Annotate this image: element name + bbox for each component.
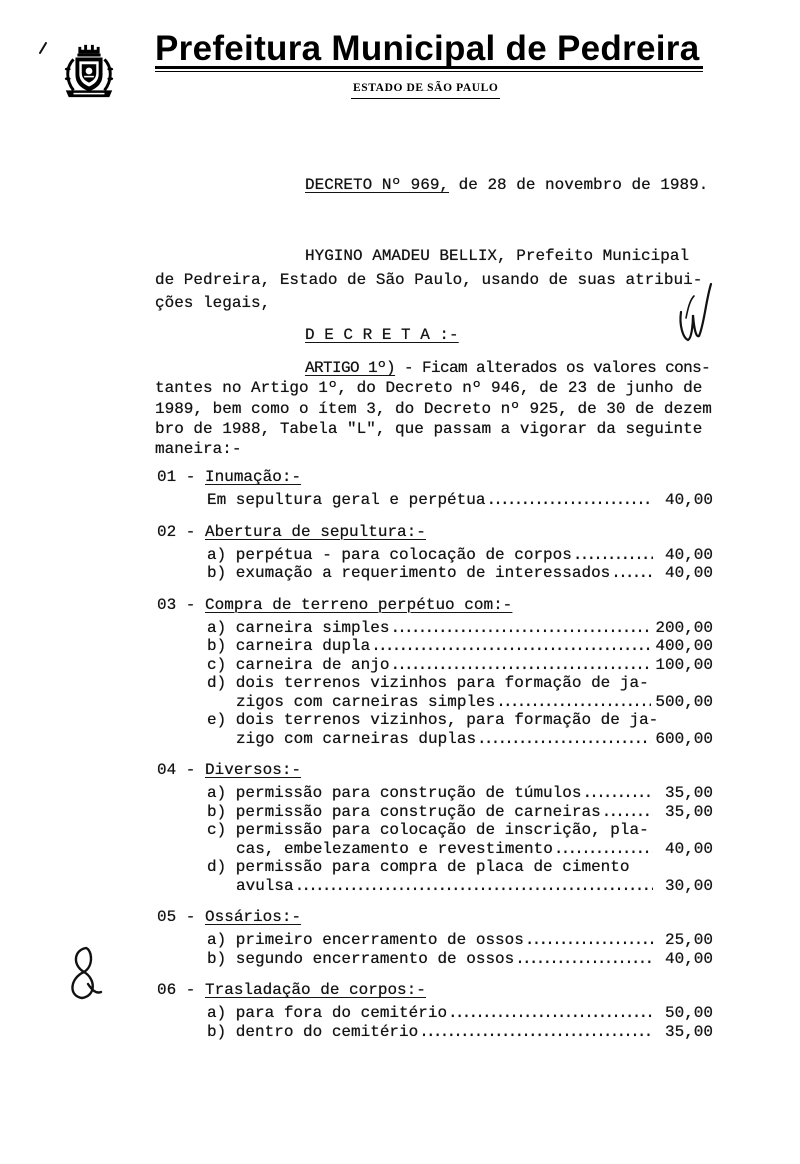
dot-leader <box>390 619 651 638</box>
fee-item-text: a) para fora do cemitério <box>207 1004 448 1022</box>
fee-price: 100,00 <box>655 655 713 674</box>
article-1 <box>155 358 712 459</box>
fee-item-continuation <box>207 693 713 712</box>
dot-leader <box>611 564 653 583</box>
section-header <box>157 522 713 542</box>
section-header <box>157 980 713 1000</box>
dot-leader <box>496 693 651 712</box>
section-number: 03 - <box>157 595 206 614</box>
dot-leader <box>390 656 651 675</box>
article-line: 1989, bem como o ítem 3, do Decreto nº 925, de 30 de dezem <box>155 399 712 418</box>
fee-section <box>157 522 713 583</box>
fee-item-text: b) exumação a requerimento de interessados <box>207 564 611 582</box>
dot-leader <box>486 491 653 510</box>
dot-leader <box>573 546 653 565</box>
fee-item <box>207 931 713 950</box>
fee-item-text: b) carneira dupla <box>207 637 371 655</box>
section-items <box>157 619 713 749</box>
handwritten-slash-mark <box>40 43 46 53</box>
fee-item-text-continued: zigos com carneiras simples <box>236 692 496 711</box>
fee-price: 40,00 <box>664 564 713 582</box>
section-title: Compra de terreno perpétuo com:- <box>205 595 513 614</box>
fee-item-continuation <box>207 877 713 896</box>
section-title: Ossários:- <box>205 908 302 926</box>
fee-item-text: e) dois terrenos vizinhos, para formação de ja- <box>207 711 659 729</box>
fee-item-text: d) permissão para compra de placa de cimento <box>207 858 630 876</box>
section-number: 06 - <box>157 981 206 999</box>
fee-item-continuation <box>207 730 713 749</box>
fee-item <box>207 784 713 803</box>
fee-item <box>207 803 713 822</box>
fee-section <box>157 907 713 968</box>
decreta-heading: D E C R E T A :- <box>305 326 459 344</box>
fee-price: 30,00 <box>664 876 713 895</box>
section-header <box>157 595 713 615</box>
coat-of-arms-icon <box>60 42 118 100</box>
fee-item-text-continued: zigo com carneiras duplas <box>236 729 477 748</box>
municipality-title: Prefeitura Municipal de Pedreira <box>155 29 700 68</box>
fee-price: 40,00 <box>664 545 713 564</box>
dot-leader <box>602 803 653 822</box>
fee-price: 50,00 <box>664 1004 713 1022</box>
decree-date: de 28 de novembro de 1989. <box>449 176 709 194</box>
dot-leader <box>515 950 653 969</box>
section-number: 02 - <box>157 522 206 541</box>
fee-item <box>207 821 713 858</box>
fee-price: 35,00 <box>664 784 713 802</box>
fee-item <box>207 619 713 638</box>
dot-leader <box>419 1023 653 1042</box>
fee-list <box>157 467 713 1041</box>
article-line: tantes no Artigo 1º, do Decreto nº 946, de 23 de junho de <box>155 379 703 398</box>
fee-item <box>207 564 713 583</box>
fee-item-text: b) segundo encerramento de ossos <box>207 949 515 968</box>
state-subtitle: ESTADO DE SÃO PAULO <box>351 82 500 99</box>
fee-price: 40,00 <box>664 491 713 509</box>
fee-price: 25,00 <box>664 931 713 949</box>
section-header <box>157 907 713 927</box>
fee-item-text: b) permissão para construção de carneiras <box>207 802 601 821</box>
fee-price: 40,00 <box>664 949 713 968</box>
fee-price: 400,00 <box>655 637 713 655</box>
section-items <box>157 784 713 895</box>
section-items <box>157 491 713 510</box>
fee-item <box>207 1023 713 1042</box>
section-items <box>157 546 713 583</box>
fee-price: 200,00 <box>655 618 713 637</box>
fee-item-text: b) dentro do cemitério <box>207 1022 419 1041</box>
section-title: Trasladação de corpos:- <box>205 981 426 999</box>
fee-price: 35,00 <box>664 1022 713 1041</box>
section-number: 01 - <box>157 468 206 486</box>
fee-item-text: a) permissão para construção de túmulos <box>207 784 582 802</box>
preamble-line: de Pedreira, Estado de São Paulo, usando de suas atribui- <box>155 270 703 289</box>
fee-item-text-continued: avulsa <box>236 876 294 895</box>
fee-item-text: c) permissão para colocação de inscrição, pla- <box>207 821 649 839</box>
fee-item <box>207 491 713 510</box>
article-text: - Ficam alterados os valores cons- <box>395 359 711 377</box>
section-title: Diversos:- <box>205 761 302 779</box>
fee-section <box>157 467 713 510</box>
dot-leader <box>525 931 653 950</box>
decree-heading <box>305 175 708 195</box>
fee-section <box>157 980 713 1041</box>
fee-item-continuation <box>207 840 713 859</box>
fee-item-text-continued: cas, embelezamento e revestimento <box>236 839 553 858</box>
fee-item-text: a) carneira simples <box>207 618 390 637</box>
article-line <box>155 358 712 378</box>
dot-leader <box>448 1004 653 1023</box>
fee-item <box>207 1004 713 1023</box>
fee-item <box>207 858 713 895</box>
section-items <box>157 1004 713 1041</box>
article-label: ARTIGO 1º) <box>305 359 396 377</box>
section-header <box>157 760 713 780</box>
fee-item-text: Em sepultura geral e perpétua <box>207 491 486 509</box>
fee-item-text: a) perpétua - para colocação de corpos <box>207 545 572 564</box>
dot-leader <box>554 840 653 859</box>
fee-item <box>207 674 713 711</box>
article-line: bro de 1988, Tabela "L", que passam a vigorar da seguinte <box>155 419 703 438</box>
article-line: maneira:- <box>155 440 242 459</box>
section-title: Inumação:- <box>205 468 302 486</box>
fee-item <box>207 711 713 748</box>
fee-section <box>157 595 713 749</box>
fee-item-text: d) dois terrenos vizinhos para formação de ja- <box>207 674 649 692</box>
preamble-line: ções legais, <box>155 294 271 312</box>
preamble-line: HYGINO AMADEU BELLIX, Prefeito Municipal <box>305 247 690 265</box>
preamble <box>155 245 702 316</box>
fee-price: 600,00 <box>655 729 713 748</box>
fee-price: 500,00 <box>655 692 713 711</box>
section-header <box>157 467 713 487</box>
fee-item-text: c) carneira de anjo <box>207 655 390 674</box>
decree-number: DECRETO Nº 969, <box>305 176 450 194</box>
fee-section <box>157 760 713 895</box>
section-number: 05 - <box>157 908 206 926</box>
fee-item <box>207 950 713 969</box>
handwritten-mark-8 <box>72 948 101 998</box>
fee-item-text: a) primeiro encerramento de ossos <box>207 931 524 949</box>
fee-item <box>207 546 713 565</box>
header-rule <box>155 66 703 72</box>
fee-item <box>207 637 713 656</box>
fee-price: 35,00 <box>664 802 713 821</box>
section-number: 04 - <box>157 761 206 779</box>
fee-item <box>207 656 713 675</box>
dot-leader <box>477 730 651 749</box>
dot-leader <box>295 877 653 896</box>
dot-leader <box>371 637 651 656</box>
dot-leader <box>582 784 653 803</box>
section-items <box>157 931 713 968</box>
section-title: Abertura de sepultura:- <box>205 522 426 541</box>
fee-price: 40,00 <box>664 839 713 858</box>
